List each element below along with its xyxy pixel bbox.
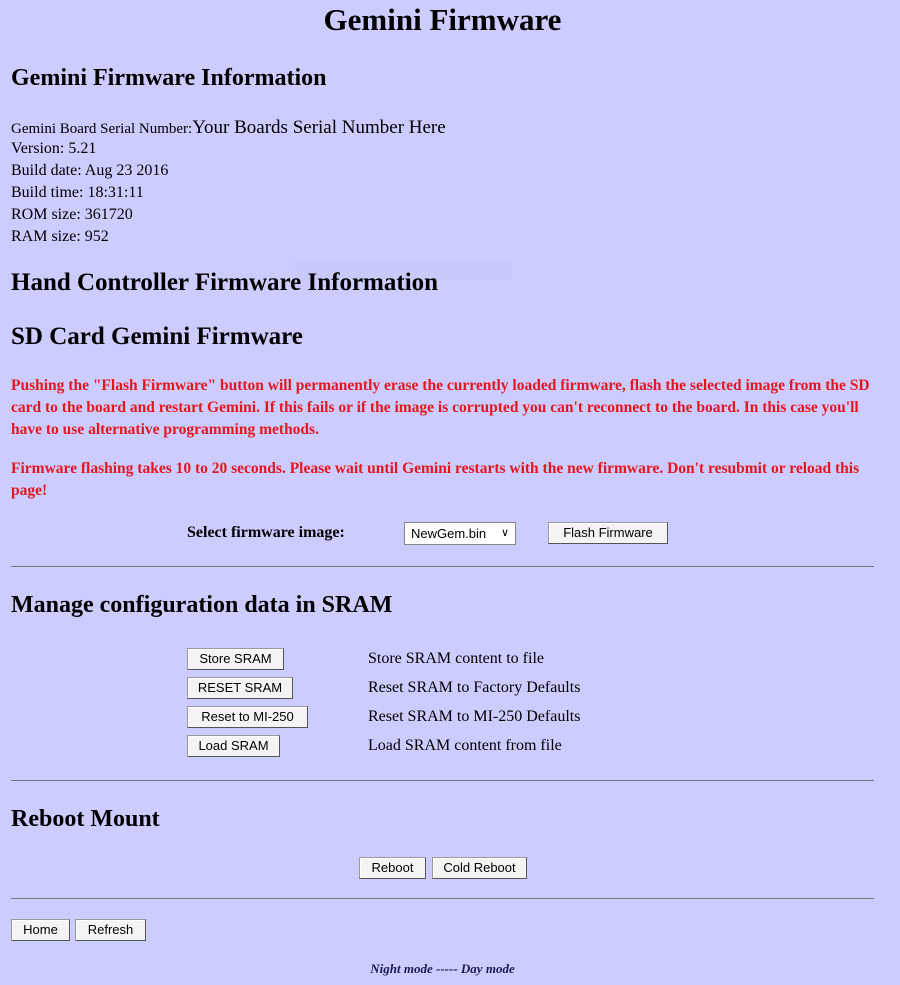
select-firmware-label: Select firmware image:	[187, 524, 345, 541]
reboot-button[interactable]: Reboot	[359, 857, 426, 879]
firmware-image-select[interactable]	[404, 522, 516, 545]
load-sram-button[interactable]: Load SRAM	[187, 735, 280, 757]
firmware-image-selected: NewGem.bin	[411, 526, 487, 541]
hand-controller-heading: Hand Controller Firmware Information	[11, 269, 439, 296]
rom-size-text: ROM size: 361720	[11, 206, 133, 223]
store-sram-description: Store SRAM content to file	[368, 650, 544, 667]
reset-mi250-description: Reset SRAM to MI-250 Defaults	[368, 708, 581, 725]
divider	[11, 780, 874, 781]
version-text: Version: 5.21	[11, 140, 97, 157]
sd-card-heading: SD Card Gemini Firmware	[11, 323, 303, 350]
flash-firmware-button[interactable]: Flash Firmware	[548, 522, 668, 544]
cold-reboot-button[interactable]: Cold Reboot	[432, 857, 527, 879]
day-mode-link[interactable]: Day mode	[460, 961, 515, 976]
load-sram-description: Load SRAM content from file	[368, 737, 562, 754]
home-button[interactable]: Home	[11, 919, 70, 941]
build-date-text: Build date: Aug 23 2016	[11, 162, 169, 179]
serial-number-label: Gemini Board Serial Number:	[11, 121, 193, 137]
sram-heading: Manage configuration data in SRAM	[11, 592, 393, 618]
chevron-down-icon: ∨	[500, 527, 509, 539]
flash-warning-text: Pushing the "Flash Firmware" button will permanently erase the currently loaded firmware, flash the selected image from the SD card to the board and restart Gemini. If this fails or if the image is corrupted you can't reconnect to the board. In this case you'll have to use alternative programming methods.	[11, 377, 870, 438]
flash-time-warning-text: Firmware flashing takes 10 to 20 seconds. Please wait until Gemini restarts with the new firmware. Don't resubmit or reload this page!	[11, 460, 860, 499]
reset-sram-description: Reset SRAM to Factory Defaults	[368, 679, 581, 696]
refresh-button[interactable]: Refresh	[75, 919, 146, 941]
serial-number-row	[11, 117, 446, 139]
mode-switcher	[0, 961, 885, 977]
reset-sram-button[interactable]: RESET SRAM	[187, 677, 293, 699]
store-sram-button[interactable]: Store SRAM	[187, 648, 284, 670]
mode-separator: -----	[432, 961, 461, 976]
reset-mi250-button[interactable]: Reset to MI-250	[187, 706, 308, 728]
reboot-heading: Reboot Mount	[11, 806, 160, 832]
ram-size-text: RAM size: 952	[11, 228, 109, 245]
divider	[11, 566, 874, 567]
page-title: Gemini Firmware	[323, 2, 562, 37]
build-time-text: Build time: 18:31:11	[11, 184, 144, 201]
divider	[11, 898, 874, 899]
night-mode-link[interactable]: Night mode	[370, 961, 433, 976]
firmware-info-heading: Gemini Firmware Information	[11, 65, 327, 91]
serial-number-value: Your Boards Serial Number Here	[192, 117, 446, 138]
